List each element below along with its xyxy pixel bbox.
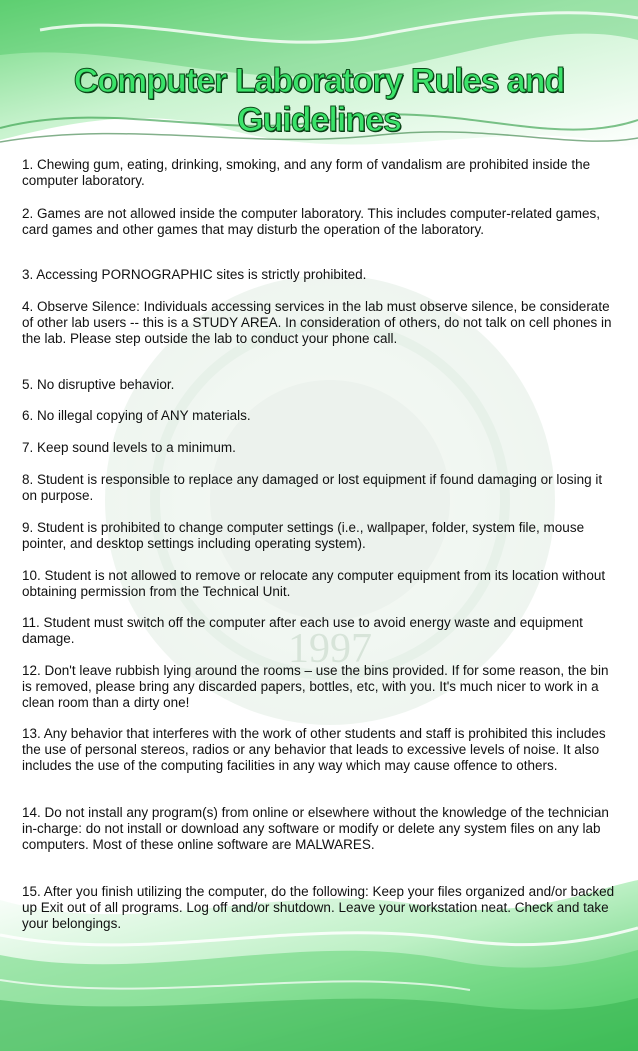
rule-item-12: 12. Don't leave rubbish lying around the rooms – use the bins provided. If for some reason, the bin is removed, please bring any discarded papers, bottles, etc, with you. It's much nicer to work in a clean room than a dirty one! — [22, 663, 609, 710]
rule-item-9: 9. Student is prohibited to change computer settings (i.e., wallpaper, folder, system file, mouse pointer, and desktop settings including operating system). — [22, 520, 585, 551]
page-title: Computer Laboratory Rules and Guidelines — [73, 62, 565, 139]
watermark-year: 1997 — [288, 626, 372, 672]
rule-item-5: 5. No disruptive behavior. — [22, 377, 175, 392]
rule-item-7: 7. Keep sound levels to a minimum. — [22, 440, 236, 455]
rule-item-2: 2. Games are not allowed inside the computer laboratory. This includes computer-related games, card games and other games that may disturb the operation of the laboratory. — [22, 206, 601, 237]
rule-item-1: 1. Chewing gum, eating, drinking, smoking, and any form of vandalism are prohibited inside the computer laboratory. — [22, 157, 591, 188]
rule-item-10: 10. Student is not allowed to remove or relocate any computer equipment from its location without obtaining permission from the Technical Unit. — [22, 568, 606, 599]
rule-item-11: 11. Student must switch off the computer after each use to avoid energy waste and equipment damage. — [22, 615, 583, 646]
rule-item-15: 15. After you finish utilizing the computer, do the following: Keep your files organized and/or backed up Exit out of all programs. Log off and/or shutdown. Leave your workstation neat. Check and take your belongings. — [22, 884, 615, 931]
rule-item-8: 8. Student is responsible to replace any damaged or lost equipment if found damaging or losing it on purpose. — [22, 472, 603, 503]
rule-item-13: 13. Any behavior that interferes with the work of other students and staff is prohibited this includes the use of personal stereos, radios or any behavior that leads to excessive levels of noise. It also includes the use of the computing facilities in any way which may cause offence to others. — [22, 726, 606, 773]
rule-item-4: 4. Observe Silence: Individuals accessing services in the lab must observe silence, be considerate of other lab users -- this is a STUDY AREA. In consideration of others, do not talk on cell phones in the lab. Please step outside the lab to conduct your phone call. — [22, 299, 612, 346]
rule-item-6: 6. No illegal copying of ANY materials. — [22, 408, 251, 423]
rule-item-14: 14. Do not install any program(s) from online or elsewhere without the knowledge of the technician in-charge: do not install or download any software or modify or delete any system files on any lab computers. Most of these online software are MALWARES. — [22, 805, 609, 852]
rule-item-3: 3. Accessing PORNOGRAPHIC sites is strictly prohibited. — [22, 267, 367, 282]
